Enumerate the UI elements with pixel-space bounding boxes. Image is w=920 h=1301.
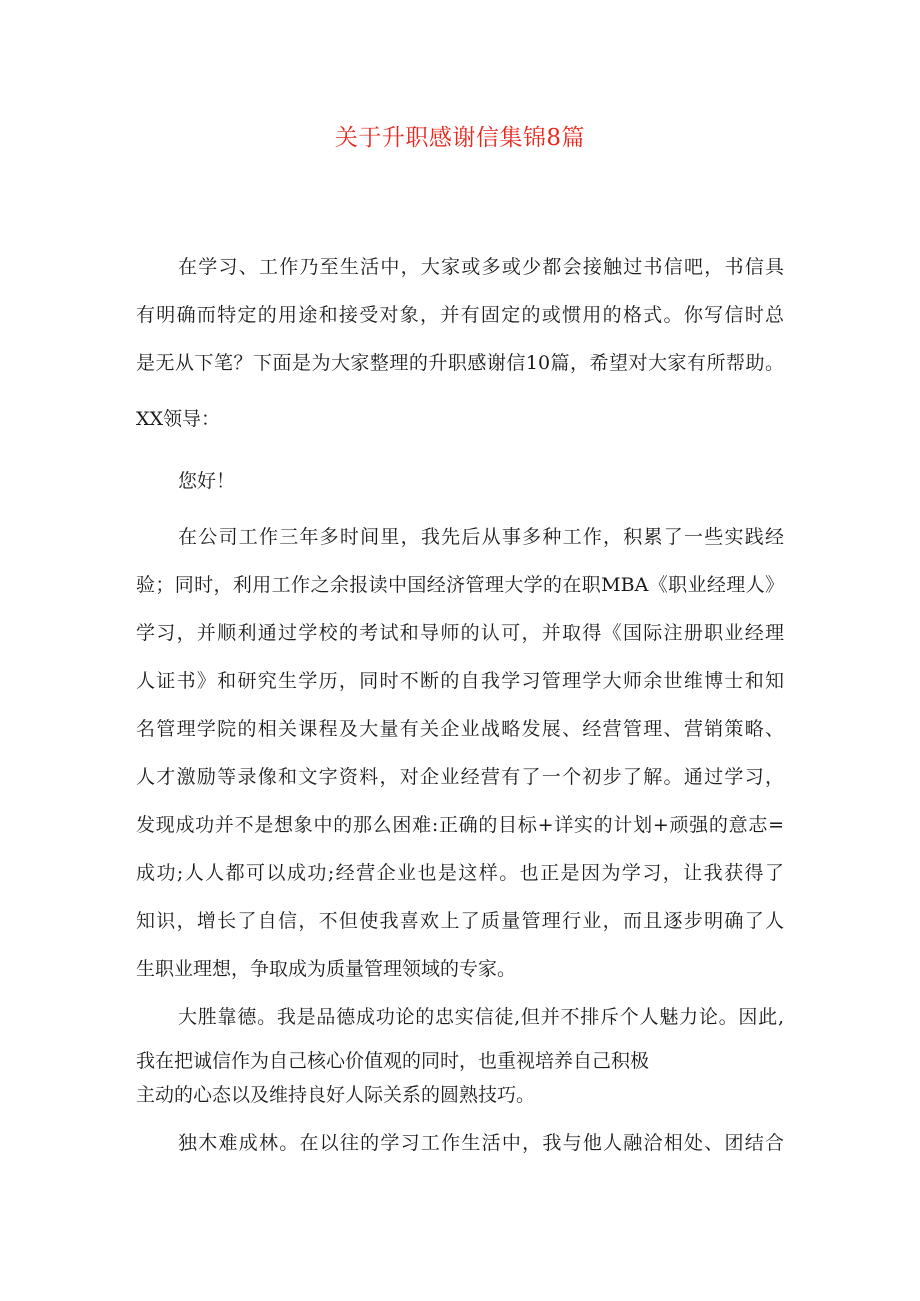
text-line: 生职业理想，争取成为质量管理领域的专家。: [136, 958, 517, 980]
text-line: 主动的心态以及维持良好人际关系的圆熟技巧。: [136, 1084, 536, 1106]
paragraph-intro: [136, 252, 784, 378]
text-line: 在学习、工作乃至生活中，大家或多或少都会接触过书信吧，书信具: [178, 256, 784, 278]
paragraph-2: [136, 1002, 784, 1110]
text-line: 名管理学院的相关课程及大量有关企业战略发展、经营管理、营销策略、: [136, 718, 784, 740]
text-line: 验；同时，利用工作之余报读中国经济管理大学的在职MBA《职业经理人》: [136, 574, 784, 596]
paragraph-greeting: [136, 466, 784, 496]
document-body: [136, 252, 784, 1158]
text-line: 我在把诚信作为自己核心价值观的同时，也重视培养自己积极: [136, 1050, 650, 1072]
text-line: 知识，增长了自信，不但使我喜欢上了质量管理行业，而且逐步明确了人: [136, 910, 784, 932]
paragraph-1: [136, 522, 784, 984]
text-line: 人才激励等录像和文字资料，对企业经营有了一个初步了解。通过学习，: [136, 766, 784, 788]
text-line: 有明确而特定的用途和接受对象，并有固定的或惯用的格式。你写信时总: [136, 304, 784, 326]
page-title: 关于升职感谢信集锦8篇: [334, 125, 586, 151]
text-line: 大胜靠德。我是品德成功论的忠实信徒,但并不排斥个人魅力论。因此,: [178, 1006, 784, 1028]
salutation-line: XX领导：: [136, 408, 221, 430]
text-line: 发现成功并不是想象中的那么困难:正确的目标+详实的计划+顽强的意志=: [136, 814, 784, 836]
paragraph-salutation: [136, 404, 784, 434]
text-line: 成功;人人都可以成功;经营企业也是这样。也正是因为学习，让我获得了: [136, 862, 784, 884]
text-line: 是无从下笔？下面是为大家整理的升职感谢信10篇，希望对大家有所帮助。: [136, 352, 784, 374]
text-line: 人证书》和研究生学历，同时不断的自我学习管理学大师余世维博士和知: [136, 670, 784, 692]
greeting-line: 您好！: [178, 470, 236, 492]
text-line: 独木难成林。在以往的学习工作生活中，我与他人融洽相处、团结合: [178, 1132, 784, 1154]
paragraph-3: [136, 1128, 784, 1158]
text-line: 学习，并顺利通过学校的考试和导师的认可，并取得《国际注册职业经理: [136, 622, 784, 644]
text-line: 在公司工作三年多时间里，我先后从事多种工作，积累了一些实践经: [178, 526, 784, 548]
